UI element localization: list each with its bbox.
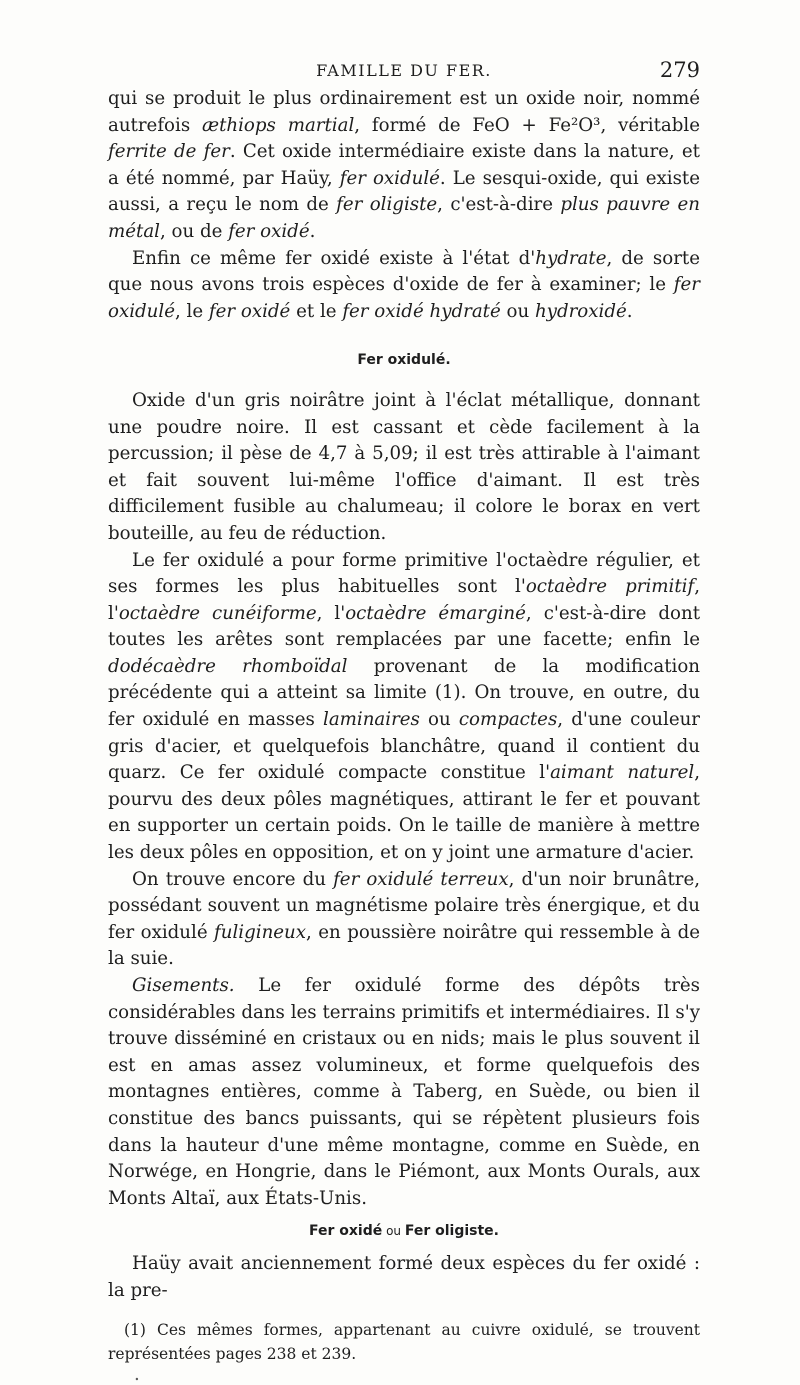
paragraph-7: Haüy avait anciennement formé deux espèces du fer oxidé : la pre- [108, 1252, 700, 1301]
paragraph-4: Le fer oxidulé a pour forme primitive l'octaèdre régulier, et ses formes les plus habituelles sont l'octaèdre primitif, l'octaèdre cunéiforme, l'octaèdre émarginé, c'est-à-dire dont toutes les arêtes sont remplacées par une facette; enfin le dodécaèdre rhomboïdal provenant de la modification précédente qui a atteint sa limite (1). On trouve, en outre, du fer oxidulé en masses laminaires ou compactes, d'une couleur gris d'acier, et quelquefois blanchâtre, quand il contient du quarz. Ce fer oxidulé compacte constitue l'aimant naturel, pourvu des deux pôles magnétiques, attirant le fer et pouvant en supporter un certain poids. On le taille de manière à mettre les deux pôles en opposition, et on y joint une armature d'acier. [108, 549, 701, 864]
running-head: FAMILLE DU FER. [316, 61, 492, 80]
section-heading-fer-oxidule: Fer oxidulé. [357, 352, 451, 369]
section-heading-fer-oxide: Fer oxidé ou Fer oligiste. [309, 1223, 499, 1240]
page-number: 279 [659, 58, 700, 82]
page-header [108, 58, 700, 84]
paragraph-5: On trouve encore du fer oxidulé terreux, d'un noir brunâtre, possédant souvent un magnétisme polaire très énergique, et du fer oxidulé fuligineux, en poussière noirâtre qui ressemble à de la suie. [108, 868, 700, 970]
paragraph-1: qui se produit le plus ordinairement est un oxide noir, nommé autrefois æthiops martial, formé de FeO + Fe²O³, véritable ferrite de fer. Cet oxide intermédiaire existe dans la nature, et a été nommé, par Haüy, fer oxidulé. Le sesqui-oxide, qui existe aussi, a reçu le nom de fer oligiste, c'est-à-dire plus pauvre en métal, ou de fer oxidé. [108, 88, 701, 242]
stray-mark: . [134, 1364, 140, 1385]
paragraph-3: Oxide d'un gris noirâtre joint à l'éclat métallique, donnant une poudre noire. Il est cassant et cède facilement à la percussion; il pèse de 4,7 à 5,09; il est très attirable à l'aimant et fait souvent lui-même l'office d'aimant. Il est très difficilement fusible au chalumeau; il colore le borax en vert bouteille, au feu de réduction. [108, 389, 700, 544]
paragraph-2: Enfin ce même fer oxidé existe à l'état d'hydrate, de sorte que nous avons trois espèces d'oxide de fer à examiner; le fer oxidulé, le fer oxidé et le fer oxidé hydraté ou hydroxidé. [108, 247, 700, 322]
paragraph-6-gisements: Gisements. Le fer oxidulé forme des dépôts très considérables dans les terrains primitifs et intermédiaires. Il s'y trouve disséminé en cristaux ou en nids; mais le plus souvent il est en amas assez volumineux, et forme quelquefois des montagnes entières, comme à Taberg, en Suède, ou bien il constitue des bancs puissants, qui se répètent plusieurs fois dans la hauteur d'une même montagne, comme en Suède, en Norwége, en Hongrie, dans le Piémont, aux Monts Ourals, aux Monts Altaï, aux États-Unis. [108, 975, 700, 1209]
page-body [108, 86, 700, 1384]
footnote: (1) Ces mêmes formes, appartenant au cuivre oxidulé, se trouvent représentées pages 238 et 239. [108, 1321, 700, 1364]
